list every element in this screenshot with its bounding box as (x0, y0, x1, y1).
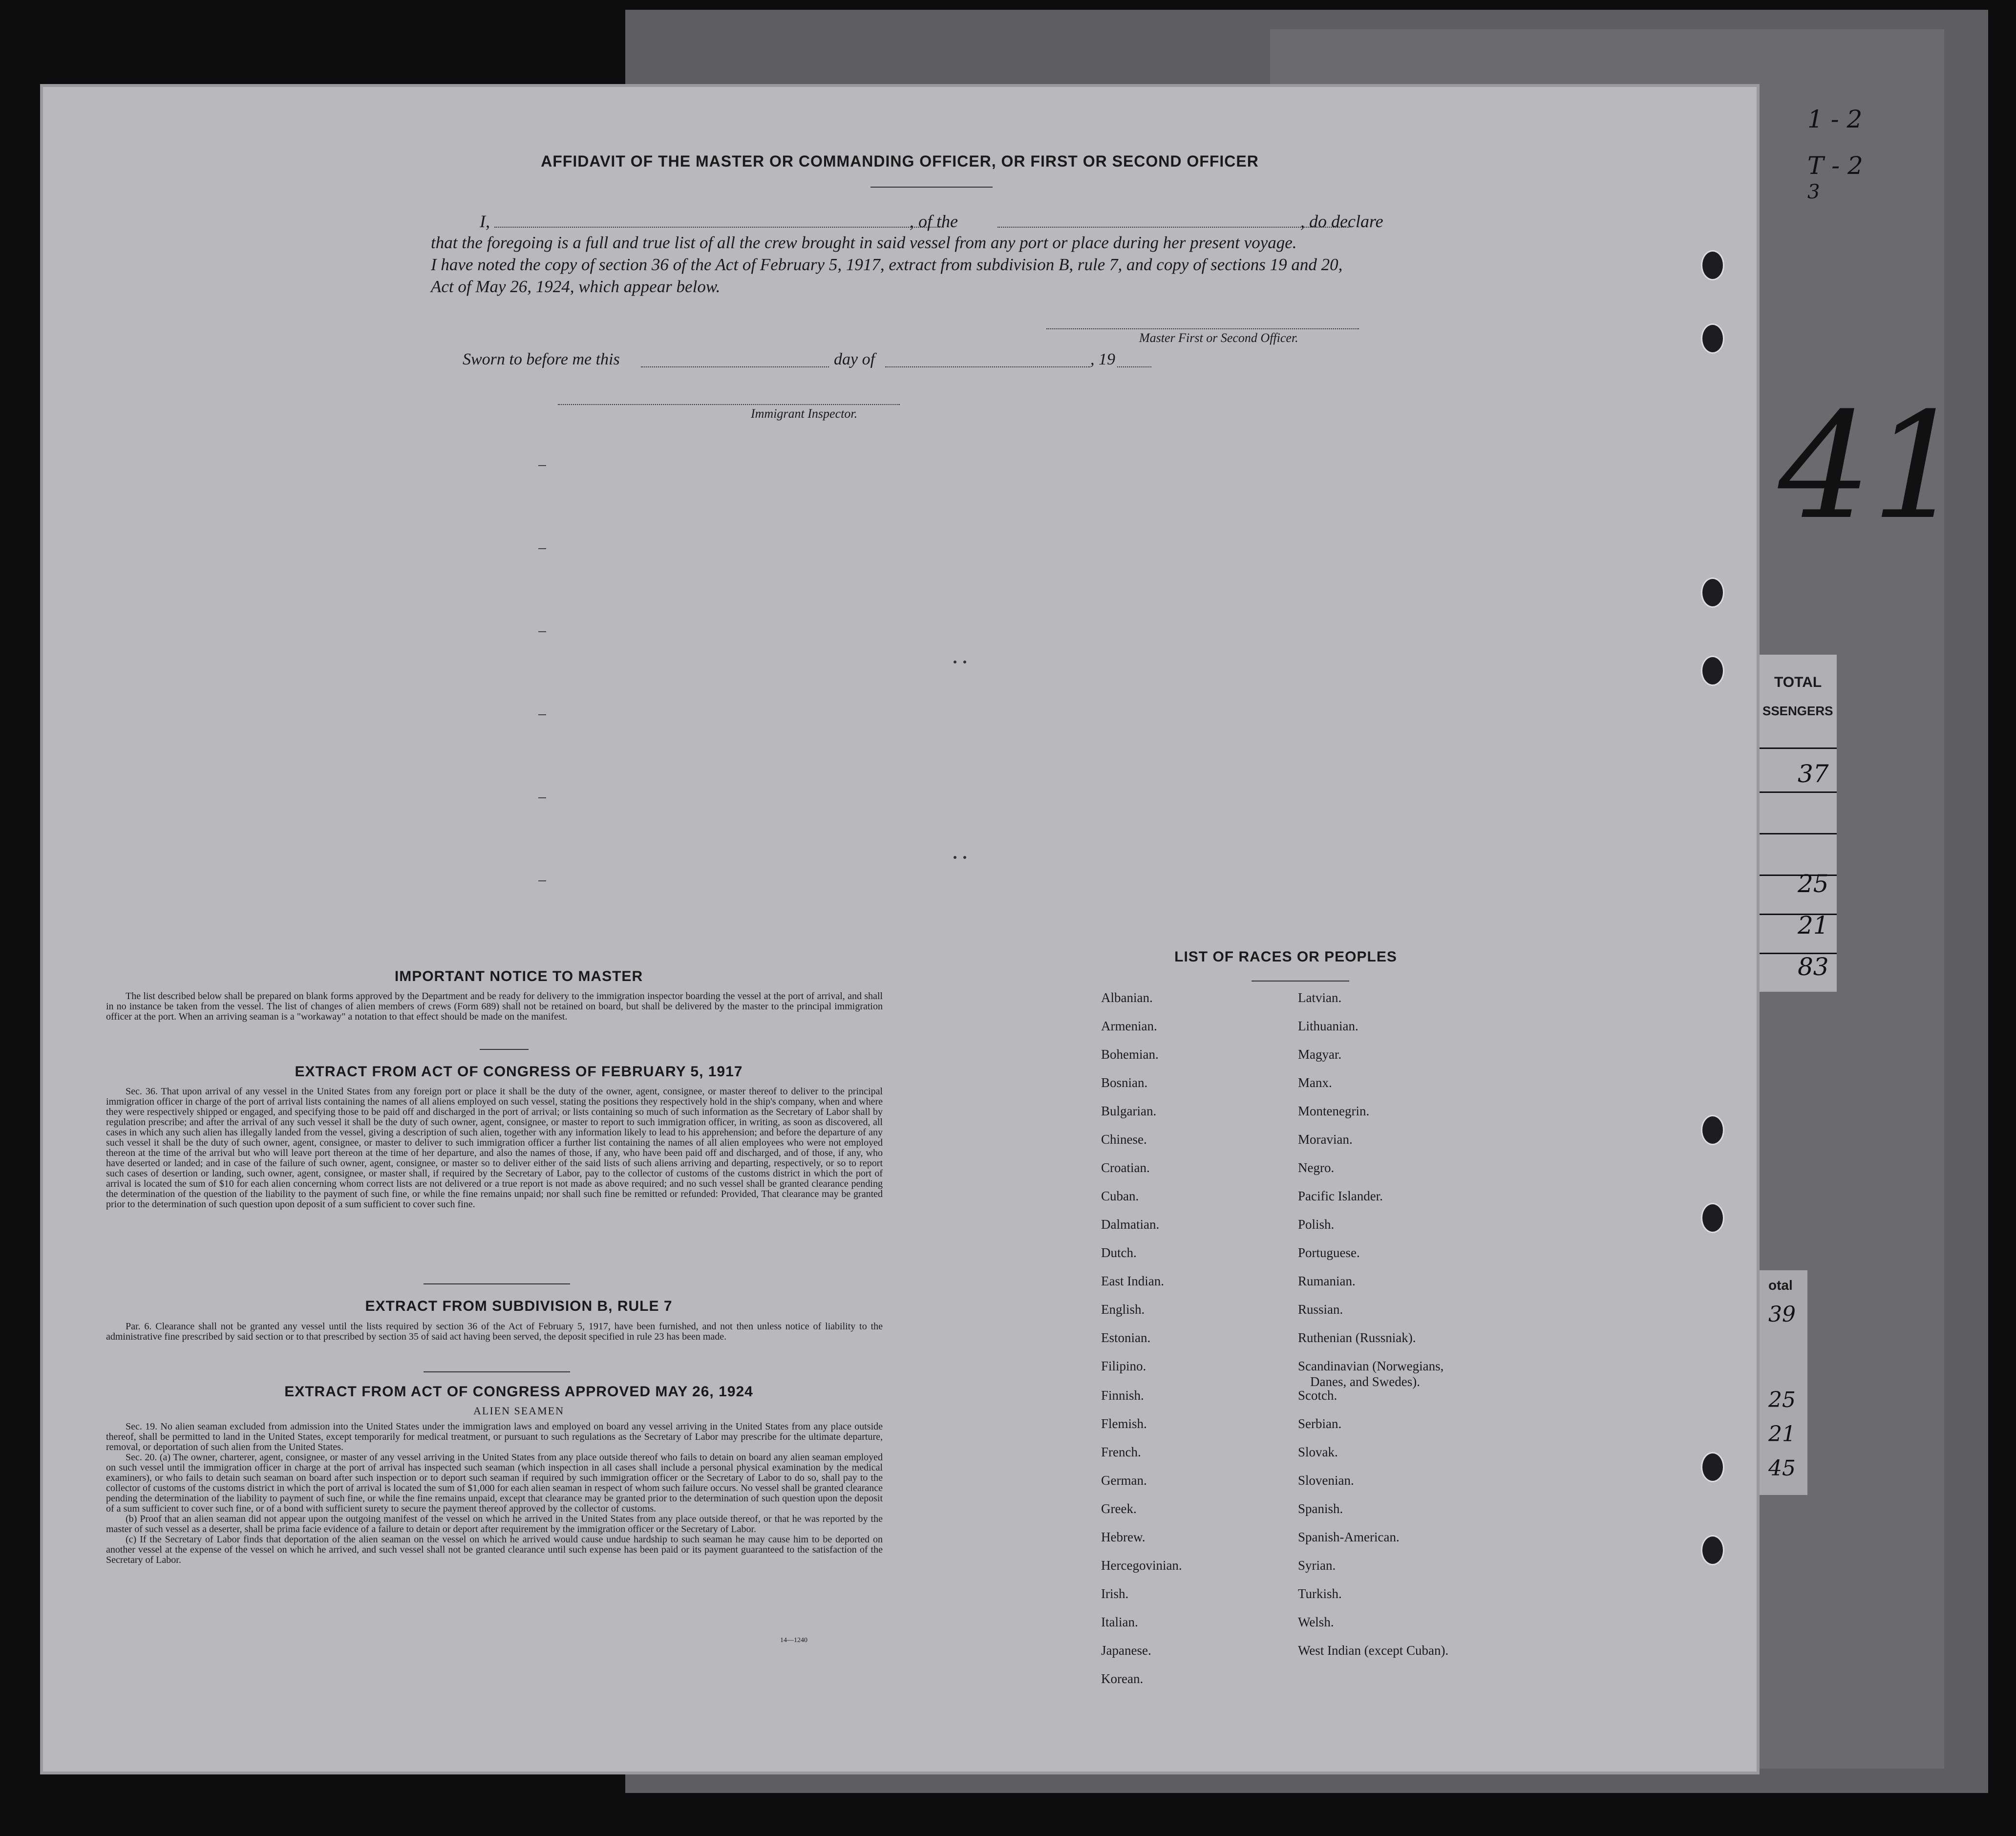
punch-hole (1701, 323, 1724, 354)
extract-b-title: EXTRACT FROM SUBDIVISION B, RULE 7 (365, 1298, 673, 1314)
affidavit-title: AFFIDAVIT OF THE MASTER OR COMMANDING OFFICER, OR FIRST OR SECOND OFFICER (541, 152, 1259, 170)
totals-header: TOTAL (1774, 674, 1822, 690)
vessel-blank (997, 227, 1349, 228)
total-value: 83 (1798, 953, 1829, 981)
race-item: Slovenian. (1298, 1473, 1354, 1488)
ruling-dot (963, 661, 966, 663)
race-item: Finnish. (1101, 1388, 1144, 1403)
race-item: Danes, and Swedes). (1310, 1374, 1420, 1389)
race-item: Lithuanian. (1298, 1019, 1358, 1033)
lower-total-value: 21 (1768, 1422, 1796, 1447)
race-item: French. (1101, 1445, 1141, 1459)
ruling-mark (538, 880, 546, 881)
race-item: Estonian. (1101, 1330, 1151, 1345)
races-title: LIST OF RACES OR PEOPLES (1174, 949, 1397, 965)
sec20c-paragraph: (c) If the Secretary of Labor finds that deportation of the alien seaman on the vessel on which he arrived would cause undue hardship to such seaman he may cause him to be deported on another vessel at the expense of the vessel on which he arrived, and such vessel shall not be granted clearance until such expense has been paid or its payment guaranteed to the satisfaction of the Secretary of Labor. (106, 1534, 883, 1565)
race-item: Chinese. (1101, 1132, 1147, 1147)
race-item: Portuguese. (1298, 1245, 1360, 1260)
lower-total-value: 25 (1768, 1388, 1796, 1412)
race-item: Flemish. (1101, 1416, 1147, 1431)
race-item: Latvian. (1298, 990, 1342, 1005)
race-item: Irish. (1101, 1586, 1129, 1601)
race-item: Spanish-American. (1298, 1530, 1400, 1544)
race-item: Pacific Islander. (1298, 1189, 1383, 1203)
sworn-year-blank (1117, 366, 1151, 367)
race-item: Slovak. (1298, 1445, 1338, 1459)
affidavit-line4: Act of May 26, 1924, which appear below. (431, 277, 721, 296)
race-item: Cuban. (1101, 1189, 1139, 1203)
par6-paragraph: Par. 6. Clearance shall not be granted any vessel until the lists required by section 36 of the Act of February 5, 1917, have been furnished, and not then unless notice of liability to the administrative fine prescribed by said section or to that prescribed by section 35 of said act having been served, the deposit specified in rule 23 has been made. (106, 1321, 883, 1342)
punch-hole (1701, 1115, 1724, 1145)
punch-hole (1701, 250, 1724, 280)
name-blank (494, 227, 944, 228)
ruling-mark (538, 465, 546, 466)
sec19-paragraph: Sec. 19. No alien seaman excluded from admission into the United States under the immigration laws and employed on board any vessel arriving in the United States from any place outside thereof, shall be permitted to land in the United States, except temporarily for medical treatment, or pursuant to such regulations as the Secretary of Labor may prescribe for the ultimate departure, removal, or deportation of such alien from the United States. (106, 1421, 883, 1452)
race-item: Spanish. (1298, 1501, 1343, 1516)
race-item: Syrian. (1298, 1558, 1336, 1573)
alien-seamen-heading: ALIEN SEAMEN (473, 1405, 564, 1417)
total-value: 25 (1798, 870, 1829, 898)
handwritten-tally: 3 (1807, 181, 1820, 203)
extract-1924-text (106, 1422, 883, 1565)
lower-total-value: 45 (1768, 1456, 1796, 1481)
affidavit-declare: , do declare (1300, 212, 1383, 231)
year-label: , 19 (1090, 350, 1115, 368)
extract-b-rule (424, 1371, 570, 1372)
ruling-dot (963, 856, 966, 859)
day-of-label: day of (834, 350, 875, 368)
ruling-dot (954, 856, 956, 859)
race-item: Manx. (1298, 1075, 1332, 1090)
race-item: Bohemian. (1101, 1047, 1159, 1062)
sworn-month-blank (885, 366, 1090, 367)
race-item: Polish. (1298, 1217, 1335, 1232)
race-item: Hebrew. (1101, 1530, 1146, 1544)
form-number: 14—1240 (780, 1637, 807, 1644)
lower-totals-strip (1759, 1270, 1807, 1495)
ruling-mark (538, 714, 546, 715)
extract-b-text (106, 1322, 883, 1342)
handwritten-number: 41 (1778, 381, 1965, 552)
extract-1917-rule (424, 1283, 570, 1284)
races-rule (1252, 981, 1349, 982)
race-item: West Indian (except Cuban). (1298, 1643, 1449, 1658)
sworn-label: Sworn to before me this (463, 350, 620, 368)
race-item: Scandinavian (Norwegians, (1298, 1359, 1444, 1373)
notice-rule (480, 1049, 529, 1050)
title-rule (870, 187, 993, 188)
notice-text (106, 991, 883, 1022)
punch-hole (1701, 1203, 1724, 1233)
affidavit-line3: I have noted the copy of section 36 of the Act of February 5, 1917, extract from subdivision B, rule 7, and copy of sections 19 and 20, (431, 255, 1343, 274)
affidavit-i: I, (480, 212, 490, 231)
race-item: Ruthenian (Russniak). (1298, 1330, 1416, 1345)
lower-total-value: 39 (1768, 1302, 1796, 1327)
race-item: Scotch. (1298, 1388, 1337, 1403)
race-item: Magyar. (1298, 1047, 1342, 1062)
total-value: 21 (1798, 911, 1829, 939)
race-item: German. (1101, 1473, 1147, 1488)
handwritten-tally: 1 - 2 (1807, 105, 1863, 133)
totals-strip (1759, 655, 1837, 992)
master-signature-caption: Master First or Second Officer. (1139, 331, 1298, 345)
race-item: Dalmatian. (1101, 1217, 1160, 1232)
race-item: Greek. (1101, 1501, 1137, 1516)
extract-1917-text (106, 1087, 883, 1210)
sworn-day-blank (641, 366, 829, 367)
race-item: Hercegovinian. (1101, 1558, 1182, 1573)
punch-hole (1701, 1535, 1724, 1565)
ruling-mark (538, 548, 546, 549)
document-page (40, 84, 1760, 1774)
race-item: Armenian. (1101, 1019, 1157, 1033)
inspector-caption: Immigrant Inspector. (751, 406, 858, 421)
lower-totals-header: otal (1768, 1278, 1793, 1293)
race-item: Dutch. (1101, 1245, 1137, 1260)
inspector-signature-line (558, 404, 900, 405)
sec20b-paragraph: (b) Proof that an alien seaman did not appear upon the outgoing manifest of the vessel on which he arrived in the United States from any place outside thereof, or that he was reported by the master of such vessel as a deserter, shall be prima facie evidence of a failure to detain or deport after requirement by the immigration officer or the Secretary of Labor. (106, 1514, 883, 1535)
race-item: Filipino. (1101, 1359, 1146, 1373)
race-item: Moravian. (1298, 1132, 1353, 1147)
race-item: East Indian. (1101, 1274, 1164, 1288)
race-item: Rumanian. (1298, 1274, 1356, 1288)
ruling-mark (538, 797, 546, 798)
sec36-paragraph: Sec. 36. That upon arrival of any vessel in the United States from any foreign port or place it shall be the duty of the owner, agent, consignee, or master thereof to deliver to the principal immigration officer in charge of the port of arrival lists containing the names of all aliens employed on such vessel, stating the positions they respectively hold in the ship's company, when and where they were respectively shipped or engaged, and specifying those to be paid off and discharged in the port of arrival; or lists containing so much of such information as the Secretary of Labor shall by regulation prescribe; and after the arrival of any such vessel it shall be the duty of such owner, agent, consignee, or master to report to such immigration officer, in writing, as soon as discovered, all cases in which any such alien has illegally landed from the vessel, giving a description of such alien, together with any information likely to lead to his apprehension; and before the departure of any such vessel it shall be the duty of such owner, agent, consignee, or master to deliver to such immigration officer a further list containing the names of all alien employees who were not employed thereon at the time of the arrival but who will leave port thereon at the time of her departure, and also the names of those, if any, who have been paid off and discharged, and of those, if any, who have deserted or landed; and in case of the failure of such owner, agent, consignee, or master so to deliver either of the said lists of such aliens arriving and departing, respectively, or so to report such cases of desertion or landing, such owner, agent, consignee, or master shall, if required by the Secretary of Labor, pay to the collector of customs of the customs district in which the port of arrival is located the sum of $10 for each alien concerning whom correct lists are not delivered or a true report is not made as above required; and no such vessel shall be granted clearance pending the determination of the question of the liability to the payment of such fine, or while the fine remains unpaid; nor shall such fine be remitted or refunded: Provided, That clearance may be granted prior to the determination of such question upon deposit of a sum sufficient to cover such fine. (106, 1086, 883, 1210)
handwritten-tally: T - 2 (1807, 151, 1863, 180)
total-value: 37 (1798, 760, 1829, 788)
affidavit-of-the: , of the (910, 212, 958, 231)
notice-paragraph: The list described below shall be prepared on blank forms approved by the Department and be ready for delivery to the immigration inspector boarding the vessel at the port of arrival, and shall in no instance be taken from the vessel. The list of changes of alien members of crews (Form 689) shall not be retained on board, but shall be delivered by the master to the principal immigration officer at the port. When an arriving seaman is a "workaway" a notation to that effect should be made on the manifest. (106, 991, 883, 1022)
punch-hole (1701, 577, 1724, 608)
race-item: Turkish. (1298, 1586, 1342, 1601)
master-signature-line (1046, 328, 1359, 329)
totals-header: SSENGERS (1762, 704, 1833, 718)
affidavit-line2: that the foregoing is a full and true list of all the crew brought in said vessel from any port or place during her present voyage. (431, 233, 1297, 252)
notice-title: IMPORTANT NOTICE TO MASTER (394, 968, 643, 984)
race-item: Korean. (1101, 1671, 1144, 1686)
race-item: Russian. (1298, 1302, 1343, 1317)
punch-hole (1701, 1452, 1724, 1482)
race-item: Bosnian. (1101, 1075, 1148, 1090)
extract-1924-title: EXTRACT FROM ACT OF CONGRESS APPROVED MAY 26, 1924 (284, 1384, 753, 1400)
race-item: Bulgarian. (1101, 1104, 1157, 1118)
ruling-dot (954, 661, 956, 663)
punch-hole (1701, 656, 1724, 686)
race-item: Albanian. (1101, 990, 1153, 1005)
sec20a-paragraph: Sec. 20. (a) The owner, charterer, agent, consignee, or master of any vessel arriving in the United States from any place outside thereof who fails to detain on board any alien seaman employed on such vessel until the immigration officer in charge at the port of arrival has inspected such seaman (which inspection in all cases shall include a personal physical examination by the medical examiners), or who fails to detain such seaman on board after such inspection or to deport such seaman if required by such immigration officer or the Secretary of Labor to do so, shall pay to the collector of customs of the customs district in which the port of arrival is located the sum of $1,000 for each alien seaman in respect of whom such failure occurs. No vessel shall be granted clearance pending the determination of the liability to payment of such fine, or while the fine remains unpaid, except that clearance may be granted prior to the determination of such question upon the deposit of a sum sufficient to cover such fine, or of a bond with sufficient surety to secure the payment thereof approved by the collector of customs. (106, 1452, 883, 1514)
extract-1917-title: EXTRACT FROM ACT OF CONGRESS OF FEBRUARY 5, 1917 (295, 1064, 743, 1080)
race-item: Italian. (1101, 1615, 1138, 1629)
race-item: English. (1101, 1302, 1145, 1317)
race-item: Negro. (1298, 1160, 1335, 1175)
ruling-mark (538, 631, 546, 632)
race-item: Japanese. (1101, 1643, 1151, 1658)
race-item: Croatian. (1101, 1160, 1150, 1175)
race-item: Welsh. (1298, 1615, 1334, 1629)
race-item: Montenegrin. (1298, 1104, 1370, 1118)
race-item: Serbian. (1298, 1416, 1342, 1431)
